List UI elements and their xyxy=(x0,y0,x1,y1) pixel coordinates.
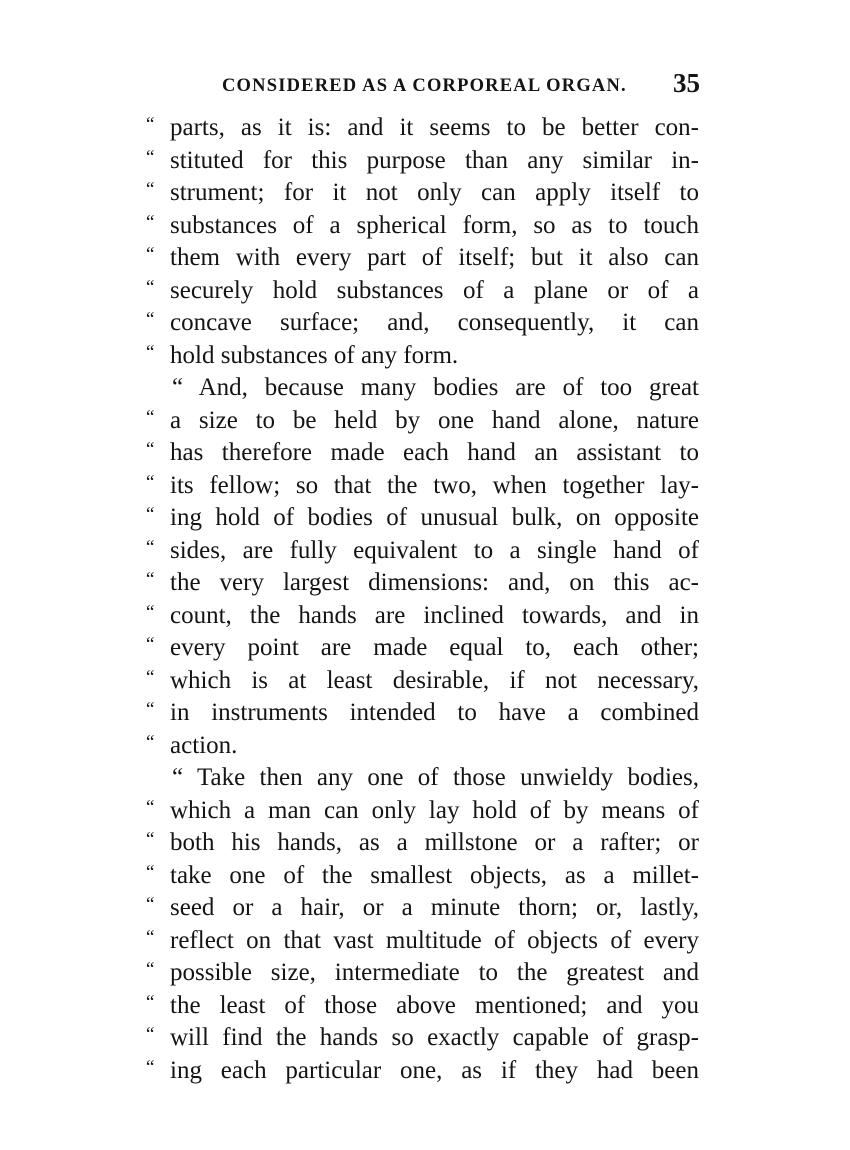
text-line xyxy=(146,990,699,1023)
line-text: ing each particular one, as if they had been xyxy=(170,1056,699,1084)
text-line xyxy=(146,145,699,178)
text-line xyxy=(146,1055,699,1088)
quote-mark: “ xyxy=(146,114,155,135)
running-header xyxy=(222,68,700,102)
line-text: which is at least desirable, if not necessary, xyxy=(170,666,699,694)
page-number: 35 xyxy=(673,68,700,98)
line-text: will find the hands so exactly capable of grasp- xyxy=(170,1024,699,1051)
line-text: strument; for it not only can apply itself to xyxy=(170,179,699,206)
line-text: every point are made equal to, each other; xyxy=(170,634,699,661)
quote-mark: “ xyxy=(146,1056,155,1078)
text-line xyxy=(146,795,699,828)
text-line xyxy=(146,437,699,470)
line-text: has therefore made each hand an assistant to xyxy=(170,439,699,466)
quote-mark: “ xyxy=(146,471,155,493)
line-text: “ And, because many bodies are of too great xyxy=(172,374,699,401)
line-text: them with every part of itself; but it also can xyxy=(170,244,699,271)
paragraph-start-line xyxy=(146,762,699,795)
text-line xyxy=(146,827,699,860)
text-line xyxy=(146,177,699,210)
quote-mark: “ xyxy=(146,634,155,655)
line-text: seed or a hair, or a minute thorn; or, lastly, xyxy=(170,894,699,921)
text-line xyxy=(146,210,699,243)
line-text: ing hold of bodies of unusual bulk, on opposite xyxy=(170,504,699,531)
quote-mark: “ xyxy=(146,829,155,850)
text-line xyxy=(146,470,699,503)
quote-mark: “ xyxy=(146,309,155,330)
text-line xyxy=(146,600,699,633)
quote-mark: “ xyxy=(146,179,155,200)
text-line xyxy=(146,567,699,600)
quote-mark: “ xyxy=(146,439,155,460)
text-line xyxy=(146,892,699,925)
text-line xyxy=(146,502,699,535)
line-text: take one of the smallest objects, as a millet- xyxy=(170,861,699,889)
line-text: its fellow; so that the two, when together lay- xyxy=(170,471,699,499)
quote-mark: “ xyxy=(146,406,155,428)
text-line xyxy=(146,925,699,958)
quote-mark: “ xyxy=(146,666,155,688)
text-line xyxy=(146,340,699,373)
quote-mark: “ xyxy=(146,796,155,818)
quote-mark: “ xyxy=(146,1024,155,1045)
text-line xyxy=(146,1022,699,1055)
quote-mark: “ xyxy=(146,276,155,298)
text-line xyxy=(146,307,699,340)
running-title: CONSIDERED AS A CORPOREAL ORGAN. xyxy=(222,76,627,96)
body-text xyxy=(146,112,699,1087)
text-line xyxy=(146,275,699,308)
line-text: stituted for this purpose than any similar in- xyxy=(170,146,699,174)
line-text: reflect on that vast multitude of objects of every xyxy=(170,926,699,954)
quote-mark: “ xyxy=(146,244,155,265)
line-text: a size to be held by one hand alone, nature xyxy=(170,406,699,434)
text-line xyxy=(146,535,699,568)
quote-mark: “ xyxy=(146,536,155,558)
line-text: substances of a spherical form, so as to touch xyxy=(170,211,699,239)
line-text: in instruments intended to have a combined xyxy=(170,699,699,726)
quote-mark: “ xyxy=(146,569,155,590)
text-line xyxy=(146,957,699,990)
text-line xyxy=(146,405,699,438)
quote-mark: “ xyxy=(146,504,155,525)
line-text: possible size, intermediate to the greatest and xyxy=(170,959,699,986)
text-line xyxy=(146,860,699,893)
quote-mark: “ xyxy=(146,861,155,883)
paragraph-start-line xyxy=(146,372,699,405)
line-text: which a man can only lay hold of by means of xyxy=(170,796,699,824)
line-text: parts, as it is: and it seems to be better con- xyxy=(170,114,699,141)
line-text: the least of those above mentioned; and you xyxy=(170,991,699,1019)
line-text: “ Take then any one of those unwieldy bodies, xyxy=(172,764,699,791)
quote-mark: “ xyxy=(146,146,155,168)
text-line xyxy=(146,112,699,145)
quote-mark: “ xyxy=(146,991,155,1013)
line-text: hold substances of any form. xyxy=(170,341,459,369)
line-text: concave surface; and, consequently, it can xyxy=(170,309,699,336)
quote-mark: “ xyxy=(146,894,155,915)
text-line xyxy=(146,632,699,665)
text-line xyxy=(146,242,699,275)
quote-mark: “ xyxy=(146,731,155,753)
text-line xyxy=(146,665,699,698)
text-line xyxy=(146,730,699,763)
quote-mark: “ xyxy=(146,699,155,720)
line-text: securely hold substances of a plane or of a xyxy=(170,276,699,304)
line-text: sides, are fully equivalent to a single hand of xyxy=(170,536,699,564)
quote-mark: “ xyxy=(146,211,155,233)
quote-mark: “ xyxy=(146,959,155,980)
quote-mark: “ xyxy=(146,341,155,363)
line-text: action. xyxy=(170,731,238,759)
line-text: the very largest dimensions: and, on this ac- xyxy=(170,569,699,596)
quote-mark: “ xyxy=(146,601,155,623)
line-text: both his hands, as a millstone or a rafter; or xyxy=(170,829,699,856)
quote-mark: “ xyxy=(146,926,155,948)
text-line xyxy=(146,697,699,730)
line-text: count, the hands are inclined towards, and in xyxy=(170,601,699,629)
